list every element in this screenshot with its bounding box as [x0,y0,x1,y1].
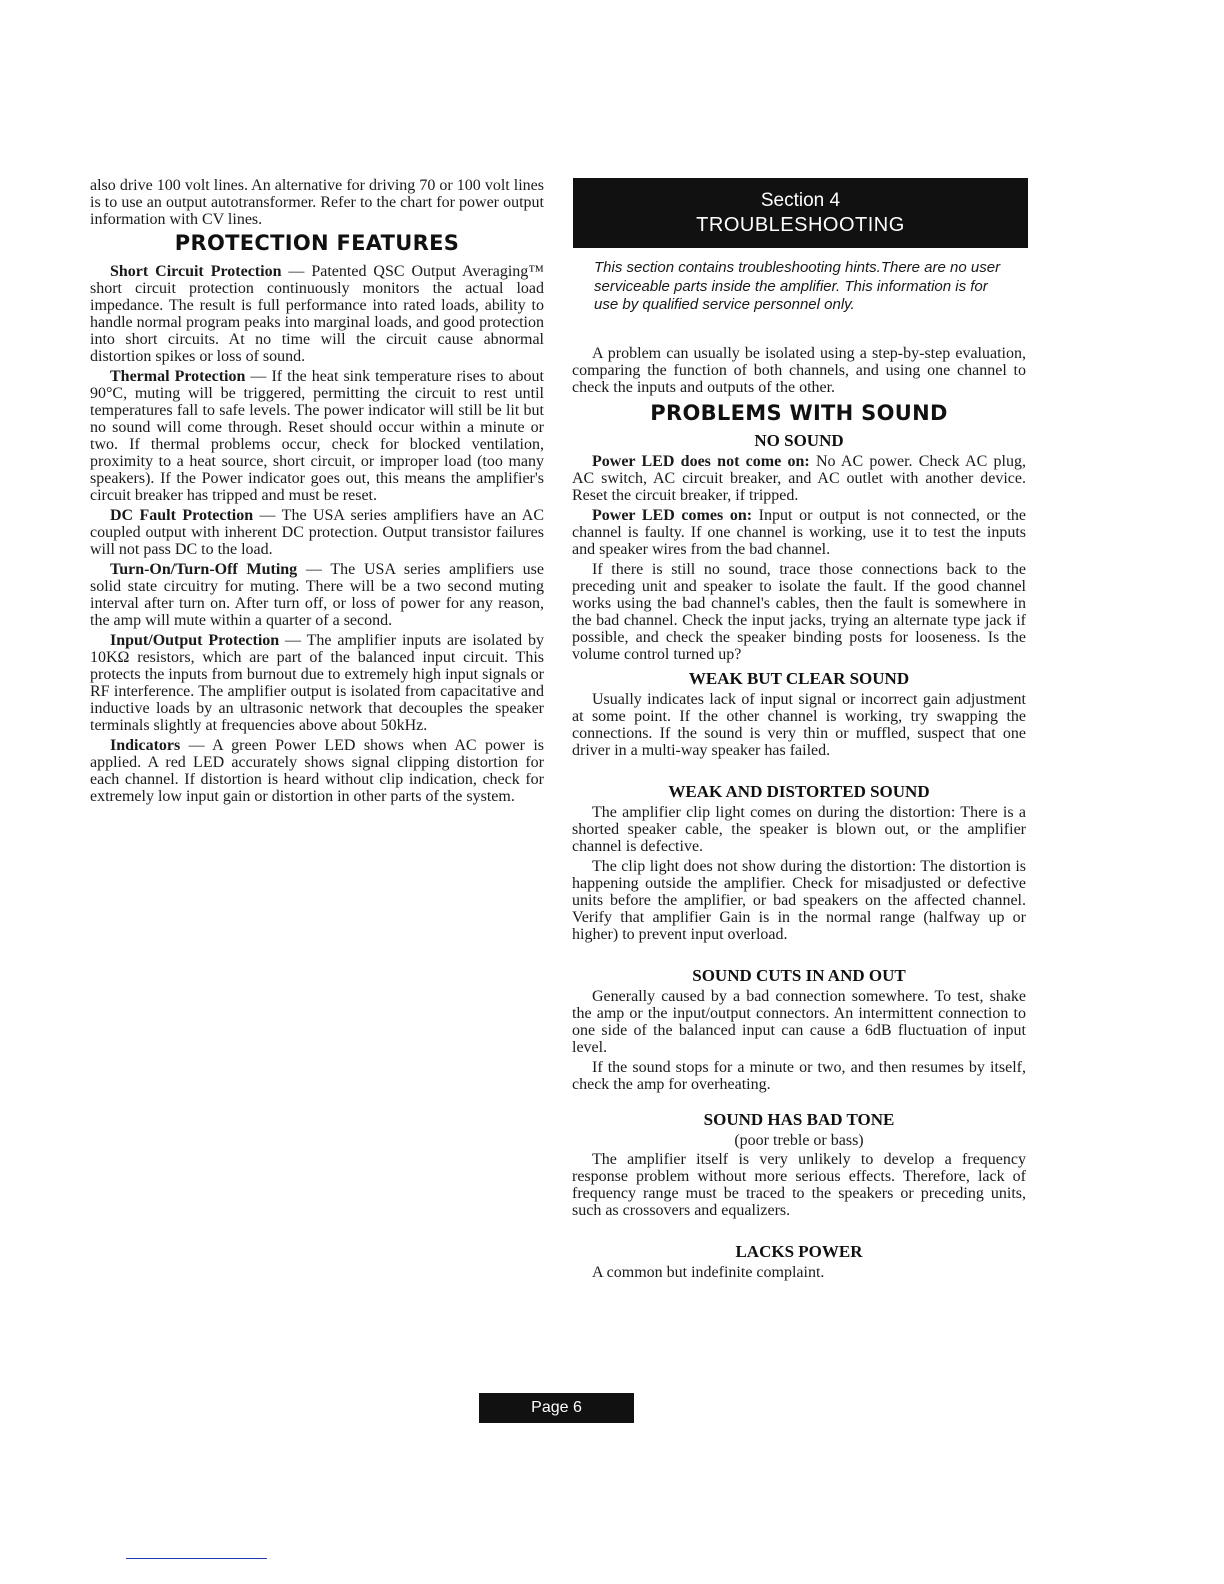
weak-distorted-p2: The clip light does not show during the distortion: The distortion is happening outside the amplifier. Check for misadjusted or defective units before the amplifier, or bad speakers on the affected channel. Verify that amplifier Gain is in the normal range (halfway up or higher) to prevent input overload. [572,858,1026,943]
section-number: Section 4 [760,190,841,211]
no-sound-p2: Power LED comes on: Input or output is not connected, or the channel is faulty. If one channel is working, use it to test the inputs and speaker wires from the bad channel. [572,507,1026,558]
weak-clear-heading: WEAK BUT CLEAR SOUND [688,669,910,688]
evaluation-paragraph: A problem can usually be isolated using a step-by-step evaluation, comparing the function of both channels, and using one channel to check the inputs and outputs of the other. [572,345,1026,396]
muting-paragraph: Turn-On/Turn-Off Muting — The USA series amplifiers use solid state circuitry for muting. There will be a two second muting interval after turn on. After turn off, or loss of power for any reason, the amp will mute within a quarter of a second. [90,561,544,629]
dc-fault-paragraph: DC Fault Protection — The USA series amplifiers have an AC coupled output with inherent DC protection. Output transistor failures will not pass DC to the load. [90,507,545,558]
problems-with-sound-heading: PROBLEMS WITH SOUND [650,401,948,425]
lacks-power-p1: A common but indefinite complaint. [592,1264,825,1281]
indicators-lead: Indicators [110,737,181,754]
bad-tone-p1: The amplifier itself is very unlikely to develop a frequency response problem without more serious effects. Therefore, lack of frequency range must be traced to the speakers or preceding units, such as crossovers and equalizers. [572,1151,1026,1219]
thermal-paragraph: Thermal Protection — If the heat sink temperature rises to about 90°C, muting will be triggered, permitting the circuit to rest until temperatures fall to safe levels. The power indicator will still be lit but no sound will come through. Reset should occur within a minute or two. If thermal problems occur, check for blocked ventilation, proximity to a heat source, short circuit, or improper load (too many speakers). If the Power indicator goes out, this means the amplifier's circuit breaker has tripped and must be reset. [90,368,544,504]
dc-fault-lead: DC Fault Protection [110,507,254,524]
protection-features-heading: PROTECTION FEATURES [174,231,460,255]
short-circuit-paragraph: Short Circuit Protection — Patented QSC Output Averaging™ short circuit protection continuously monitors the actual load impedance. The result is full performance into rated loads, ability to handle normal program peaks into marginal loads, and good protection into short circuits. At no time will the circuit cause abnormal distortion spikes or loss of sound. [90,263,544,365]
page-number-badge: Page 6 [479,1393,634,1423]
right-column [572,345,1026,1284]
io-protection-lead: Input/Output Protection [110,632,280,649]
bad-tone-note: (poor treble or bass) [734,1132,864,1149]
no-sound-heading: NO SOUND [754,431,844,450]
weak-clear-p1: Usually indicates lack of input signal or incorrect gain adjustment at some point. If the other channel is working, try swapping the connections. If the sound is very thin or muffled, suspect that one driver in a multi-way speaker has failed. [572,691,1026,759]
cuts-heading: SOUND CUTS IN AND OUT [692,966,906,985]
cuts-p2: If the sound stops for a minute or two, and then resumes by itself, check the amp for overheating. [572,1059,1026,1093]
left-intro-paragraph: also drive 100 volt lines. An alternative for driving 70 or 100 volt lines is to use an output autotransformer. Refer to the chart for power output information with CV lines. [90,177,544,228]
no-sound-p1: Power LED does not come on: No AC power. Check AC plug, AC switch, AC circuit breaker, and AC outlet with another device. Reset the circuit breaker, if tripped. [572,453,1026,504]
left-column [90,177,544,808]
section-title: TROUBLESHOOTING [696,214,905,236]
short-circuit-lead: Short Circuit Protection [110,263,282,280]
lacks-power-heading: LACKS POWER [735,1242,863,1261]
weak-distorted-heading: WEAK AND DISTORTED SOUND [668,782,930,801]
troubleshooting-intro: This section contains troubleshooting hints.There are no user serviceable parts inside the amplifier. This information is for use by qualified service personnel only. [594,259,1001,313]
io-protection-paragraph: Input/Output Protection — The amplifier inputs are isolated by 10KΩ resistors, which are part of the balanced input circuit. This protects the inputs from burnout due to extremely high input signals or RF interference. The amplifier output is isolated from capacitative and inductive loads by an ultrasonic network that decouples the speaker terminals slightly at frequencies above about 50kHz. [90,632,545,734]
weak-distorted-p1: The amplifier clip light comes on during the distortion: There is a shorted speaker cable, the speaker is blown out, or the amplifier channel is defective. [572,804,1026,855]
indicators-paragraph: Indicators — A green Power LED shows when AC power is applied. A red LED accurately shows signal clipping distortion for each channel. If distortion is heard without clip indication, check for extremely low input gain or distortion in other parts of the system. [90,737,544,805]
section-header [573,178,1028,248]
footer-divider [126,1558,267,1559]
bad-tone-heading: SOUND HAS BAD TONE [703,1110,895,1129]
no-sound-p3: If there is still no sound, trace those connections back to the preceding unit and speaker to isolate the fault. If the good channel works using the bad channel's cables, then the fault is somewhere in the bad channel. Check the input jacks, trying an alternate type jack if possible, and check the speaker binding posts for looseness. Is the volume control turned up? [572,561,1026,663]
thermal-lead: Thermal Protection [110,368,246,385]
muting-lead: Turn-On/Turn-Off Muting [110,561,298,578]
cuts-p1: Generally caused by a bad connection somewhere. To test, shake the amp or the input/output connectors. An intermittent connection to one side of the balanced input can cause a 6dB fluctuation of input level. [572,988,1026,1056]
